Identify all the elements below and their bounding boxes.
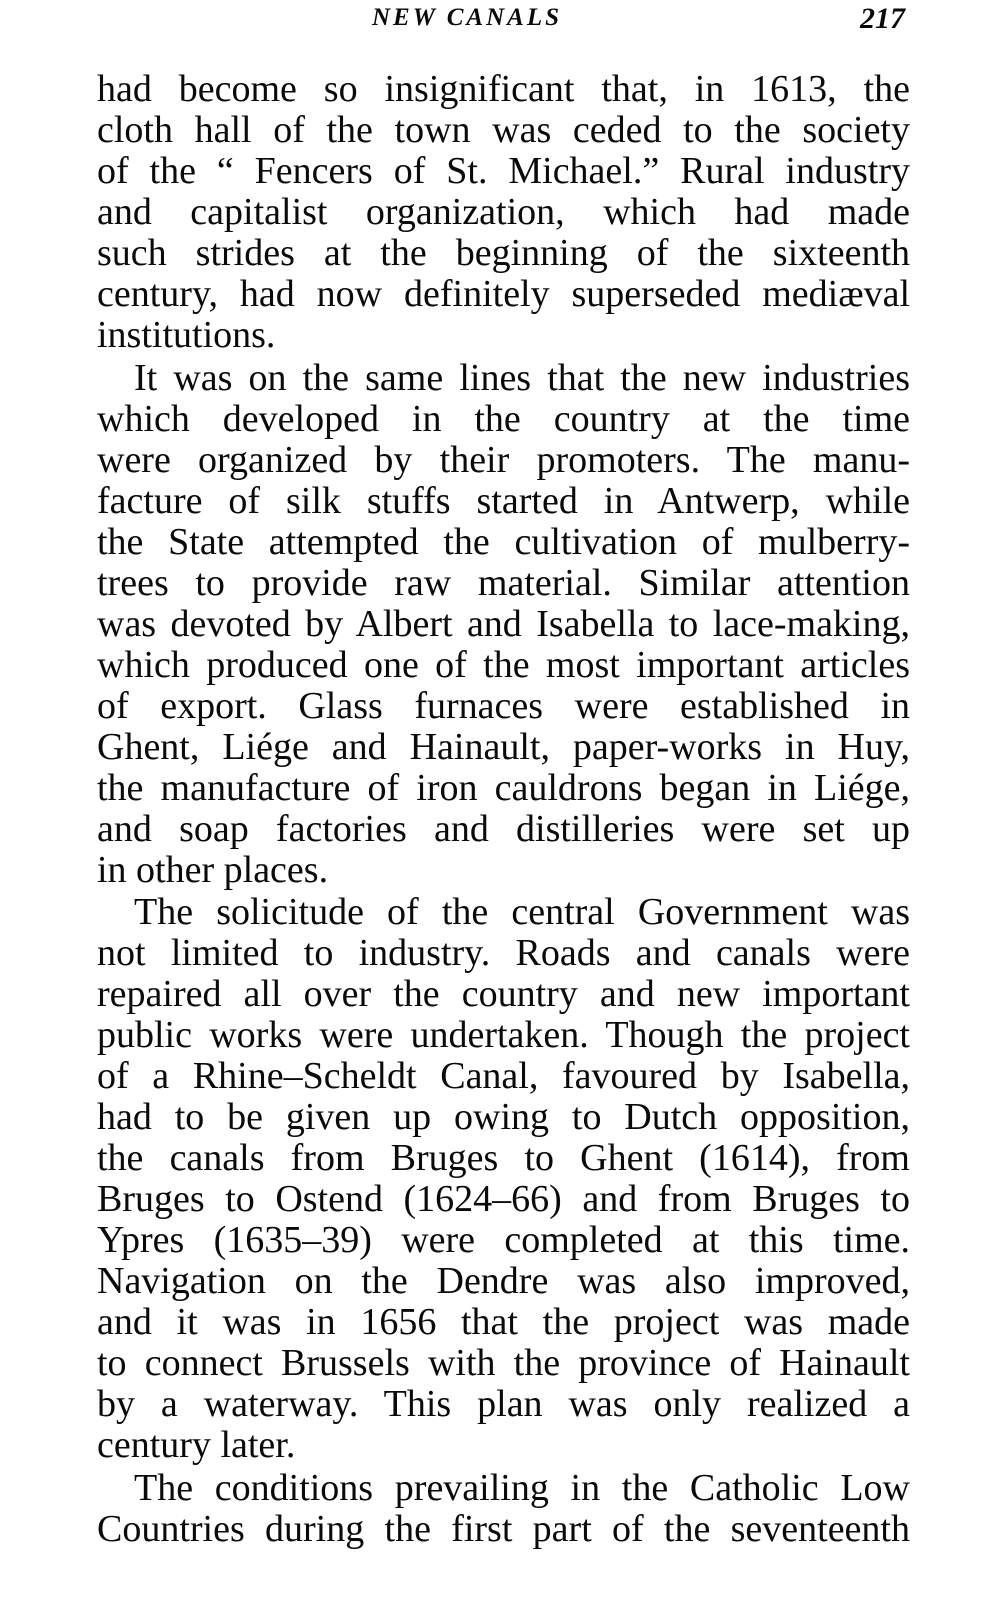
text-line: cloth hall of the town was ceded to the society (97, 109, 910, 151)
text-line: Ypres (1635–39) were completed at this time. (97, 1219, 910, 1261)
text-line: in other places. (97, 848, 329, 891)
text-line: Countries during the first part of the seventeenth (97, 1507, 910, 1550)
text-line: and it was in 1656 that the project was made (97, 1301, 910, 1343)
text-line: and capitalist organization, which had made (97, 191, 910, 233)
text-line: It was on the same lines that the new industries (134, 356, 910, 399)
text-line: which developed in the country at the time (97, 397, 910, 440)
text-line: to connect Brussels with the province of Hainault (97, 1342, 910, 1384)
text-line: The solicitude of the central Government was (134, 891, 910, 933)
text-line: century later. (97, 1424, 296, 1466)
paragraph (97, 358, 910, 891)
text-line: had become so insignificant that, in 1613, the (97, 68, 910, 110)
text-line: The conditions prevailing in the Catholic Low (134, 1466, 910, 1509)
text-line: the canals from Bruges to Ghent (1614), from (97, 1137, 910, 1179)
text-line: Navigation on the Dendre was also improved, (97, 1260, 910, 1302)
text-line: the manufacture of iron cauldrons began in Liége, (97, 766, 910, 809)
running-head: NEW CANALS (372, 4, 563, 31)
paragraph (97, 1468, 910, 1550)
text-line: of export. Glass furnaces were established in (97, 684, 910, 727)
body-text (97, 69, 910, 1550)
text-line: of a Rhine–Scheldt Canal, favoured by Isabella, (97, 1055, 910, 1097)
paragraph (97, 69, 910, 356)
paragraph (97, 892, 910, 1466)
text-line: which produced one of the most important articles (97, 643, 910, 686)
text-line: trees to provide raw material. Similar attention (97, 561, 910, 604)
text-line: the State attempted the cultivation of mulberry- (97, 520, 910, 563)
text-line: such strides at the beginning of the sixteenth (97, 232, 910, 274)
page-number: 217 (860, 2, 905, 35)
text-line: Bruges to Ostend (1624–66) and from Bruges to (97, 1178, 910, 1220)
text-line: century, had now definitely superseded mediæval (97, 273, 910, 315)
text-line: repaired all over the country and new important (97, 973, 910, 1015)
text-line: not limited to industry. Roads and canals were (97, 932, 910, 974)
text-line: institutions. (97, 314, 276, 356)
text-line: facture of silk stuffs started in Antwerp, while (97, 479, 910, 522)
text-line: and soap factories and distilleries were set up (97, 807, 910, 850)
text-line: were organized by their promoters. The manu- (97, 438, 910, 481)
text-line: of the “ Fencers of St. Michael.” Rural industry (97, 150, 910, 192)
text-line: Ghent, Liége and Hainault, paper-works in Huy, (97, 725, 910, 768)
text-line: by a waterway. This plan was only realized a (97, 1383, 910, 1425)
text-line: had to be given up owing to Dutch opposition, (97, 1096, 910, 1138)
text-line: public works were undertaken. Though the project (97, 1014, 910, 1056)
text-line: was devoted by Albert and Isabella to lace-making, (97, 602, 910, 645)
